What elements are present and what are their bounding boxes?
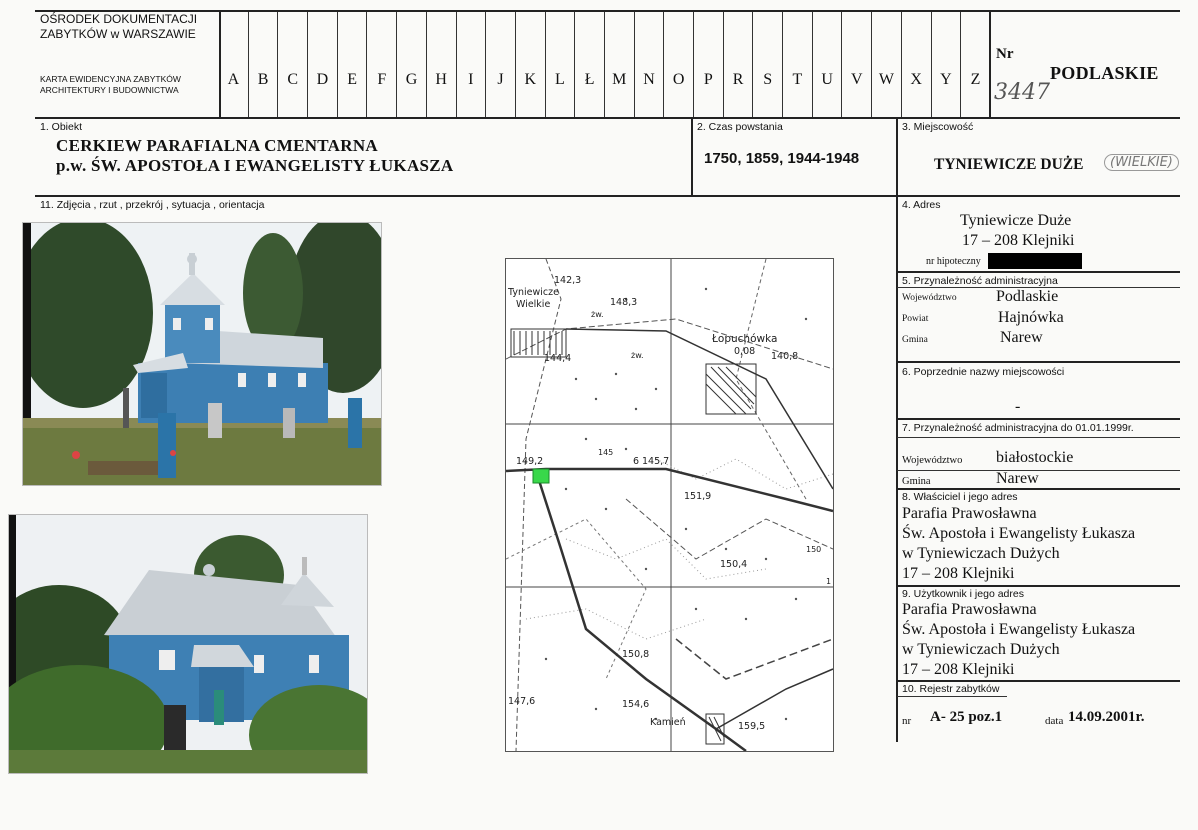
adres-line-2: 17 – 208 Klejniki [962, 232, 1075, 249]
obiekt-label: 1. Obiekt [40, 121, 83, 133]
index-letter: M [604, 12, 634, 117]
index-letter: Ł [574, 12, 604, 117]
map-label-159-5: 159,5 [738, 721, 766, 732]
wlasciciel-line-4: 17 – 208 Klejniki [902, 565, 1015, 582]
wlasciciel-line-3: w Tyniewiczach Dużych [902, 545, 1060, 562]
map-label-0-08: 0,08 [734, 346, 756, 357]
uzytkownik-line-2: Św. Apostoła i Ewangelisty Łukasza [902, 621, 1136, 638]
map-label-wielkie: Wielkie [516, 299, 551, 310]
uzytkownik-label: 9. Użytkownik i jego adres [902, 588, 1024, 600]
przynaleznosc1999-bottom-border [897, 488, 1180, 490]
gmina-1999-label: Gmina [902, 476, 931, 487]
przynaleznosc1999-underline [897, 437, 1180, 438]
miejscowosc-handwritten: (WIELKIE) [1104, 154, 1179, 171]
index-letter: R [723, 12, 753, 117]
map-label-150: 150 [806, 545, 822, 554]
map-label-144-4: 144,4 [544, 353, 572, 364]
index-letter: H [426, 12, 456, 117]
wlasciciel-line-1: Parafia Prawosławna [902, 505, 1037, 522]
index-letter: U [812, 12, 842, 117]
wojewodztwo-label: Województwo [902, 293, 957, 303]
miejscowosc-label: 3. Miejscowość [902, 121, 974, 133]
powiat-label: Powiat [902, 314, 929, 324]
card-type-line-2: ARCHITEKTURY I BUDOWNICTWA [40, 85, 179, 95]
index-letter: J [485, 12, 515, 117]
index-letter: K [515, 12, 545, 117]
map-label-kamien: Kamień [650, 717, 686, 728]
rejestr-nr-value: A- 25 poz.1 [930, 709, 1003, 725]
map-label-150-8: 150,8 [622, 649, 650, 660]
uzytkownik-line-3: w Tyniewiczach Dużych [902, 641, 1060, 658]
topographic-map-image [506, 259, 833, 751]
index-letter: G [396, 12, 426, 117]
powiat-value: Hajnówka [998, 309, 1064, 326]
poprzednie-value: - [1015, 398, 1021, 415]
map-label-150-4: 150,4 [720, 559, 748, 570]
map-label-zw-2: żw. [631, 351, 644, 360]
poprzednie-bottom-border [897, 418, 1180, 420]
organization-name [40, 12, 197, 42]
index-letter: I [456, 12, 486, 117]
uzytkownik-bottom-border [897, 680, 1180, 682]
map-label-151-9: 151,9 [684, 491, 712, 502]
map-label-tyniewicze: Tyniewicze [508, 287, 559, 298]
map-label-zw-1: żw. [591, 310, 604, 319]
card-type [40, 74, 181, 96]
wojewodztwo-value: Podlaskie [996, 288, 1059, 305]
rejestr-label: 10. Rejestr zabytków [902, 683, 1000, 695]
map-label-140-8: 140,8 [771, 351, 799, 362]
map-label-145-7: 145,7 [642, 456, 670, 467]
przynaleznosc-label: 5. Przynależność administracyjna [902, 275, 1058, 287]
row2-bottom-border [35, 195, 1180, 197]
letter-index [219, 12, 990, 117]
rejestr-nr-label: nr [902, 715, 912, 727]
index-letter: D [307, 12, 337, 117]
handwritten-number: 3447 [994, 80, 1050, 105]
org-line-1: OŚRODEK DOKUMENTACJI [40, 12, 198, 26]
index-letter: W [871, 12, 901, 117]
index-letter: N [634, 12, 664, 117]
wlasciciel-line-2: Św. Apostoła i Ewangelisty Łukasza [902, 525, 1136, 542]
topographic-map [505, 258, 834, 752]
map-label-6: 6 [633, 456, 640, 467]
miejscowosc-value: TYNIEWICZE DUŻE [934, 156, 1084, 173]
rejestr-data-value: 14.09.2001r. [1068, 709, 1145, 725]
right-column-divider [896, 117, 898, 742]
map-label-145: 145 [598, 448, 614, 457]
obiekt-divider [691, 117, 693, 196]
index-letter: Y [931, 12, 961, 117]
index-letter: T [782, 12, 812, 117]
church-photo-2-image [9, 515, 367, 773]
adres-label: 4. Adres [902, 199, 941, 211]
czas-label: 2. Czas powstania [697, 121, 783, 133]
map-label-lopuchowka: Łopuchówka [712, 333, 778, 345]
adres-line-1: Tyniewicze Duże [960, 212, 1072, 229]
church-photo-2 [8, 514, 368, 774]
redacted-block [988, 253, 1082, 269]
index-letter: P [693, 12, 723, 117]
index-letter: C [277, 12, 307, 117]
przynaleznosc-bottom-border [897, 361, 1180, 363]
church-photo-1-image [23, 223, 381, 485]
card-type-line-1: KARTA EWIDENCYJNA ZABYTKÓW [40, 74, 181, 84]
uzytkownik-line-4: 17 – 208 Klejniki [902, 661, 1015, 678]
map-label-1: 1 [826, 577, 832, 586]
org-line-2: ZABYTKÓW w WARSZAWIE [40, 27, 196, 41]
map-label-147-6: 147,6 [508, 696, 536, 707]
gmina-label: Gmina [902, 335, 928, 345]
poprzednie-label: 6. Poprzednie nazwy miejscowości [902, 366, 1065, 378]
wojewodztwo-1999-value: białostockie [996, 449, 1074, 466]
index-letter: L [545, 12, 575, 117]
zdjecia-label: 11. Zdjęcia , rzut , przekrój , sytuacja , orientacja [40, 199, 265, 211]
gmina-value: Narew [1000, 329, 1043, 346]
header-bottom-border [35, 117, 1180, 119]
obiekt-name-line-2: p.w. ŚW. APOSTOŁA I EWANGELISTY ŁUKASZA [56, 156, 454, 175]
hipoteczny-label: nr hipoteczny [926, 256, 981, 267]
adres-bottom-border [897, 271, 1180, 273]
index-letter: E [337, 12, 367, 117]
nr-label: Nr [996, 46, 1014, 62]
uzytkownik-line-1: Parafia Prawosławna [902, 601, 1037, 618]
wojewodztwo-1999-label: Województwo [902, 455, 963, 466]
gmina-1999-value: Narew [996, 470, 1039, 487]
index-letter: B [248, 12, 278, 117]
rejestr-data-label: data [1045, 715, 1064, 727]
index-letter: Z [960, 12, 990, 117]
map-label-154-6: 154,6 [622, 699, 650, 710]
przynaleznosc1999-label: 7. Przynależność administracyjna do 01.01.1999r. [902, 422, 1134, 434]
region-name: PODLASKIE [1050, 63, 1159, 83]
index-letter: X [901, 12, 931, 117]
map-label-142-3: 142,3 [554, 275, 582, 286]
index-letter: A [227, 70, 240, 88]
index-letter: O [663, 12, 693, 117]
wlasciciel-label: 8. Właściciel i jego adres [902, 491, 1018, 503]
index-letter: V [841, 12, 871, 117]
index-letter: S [752, 12, 782, 117]
map-label-148-3: 148,3 [610, 297, 638, 308]
obiekt-name-line-1: CERKIEW PARAFIALNA CMENTARNA [56, 136, 378, 155]
wlasciciel-bottom-border [897, 585, 1180, 587]
rejestr-underline [897, 696, 1007, 697]
czas-value: 1750, 1859, 1944-1948 [704, 150, 860, 167]
church-photo-1 [22, 222, 382, 486]
map-label-149-2: 149,2 [516, 456, 544, 467]
index-letter: F [366, 12, 396, 117]
